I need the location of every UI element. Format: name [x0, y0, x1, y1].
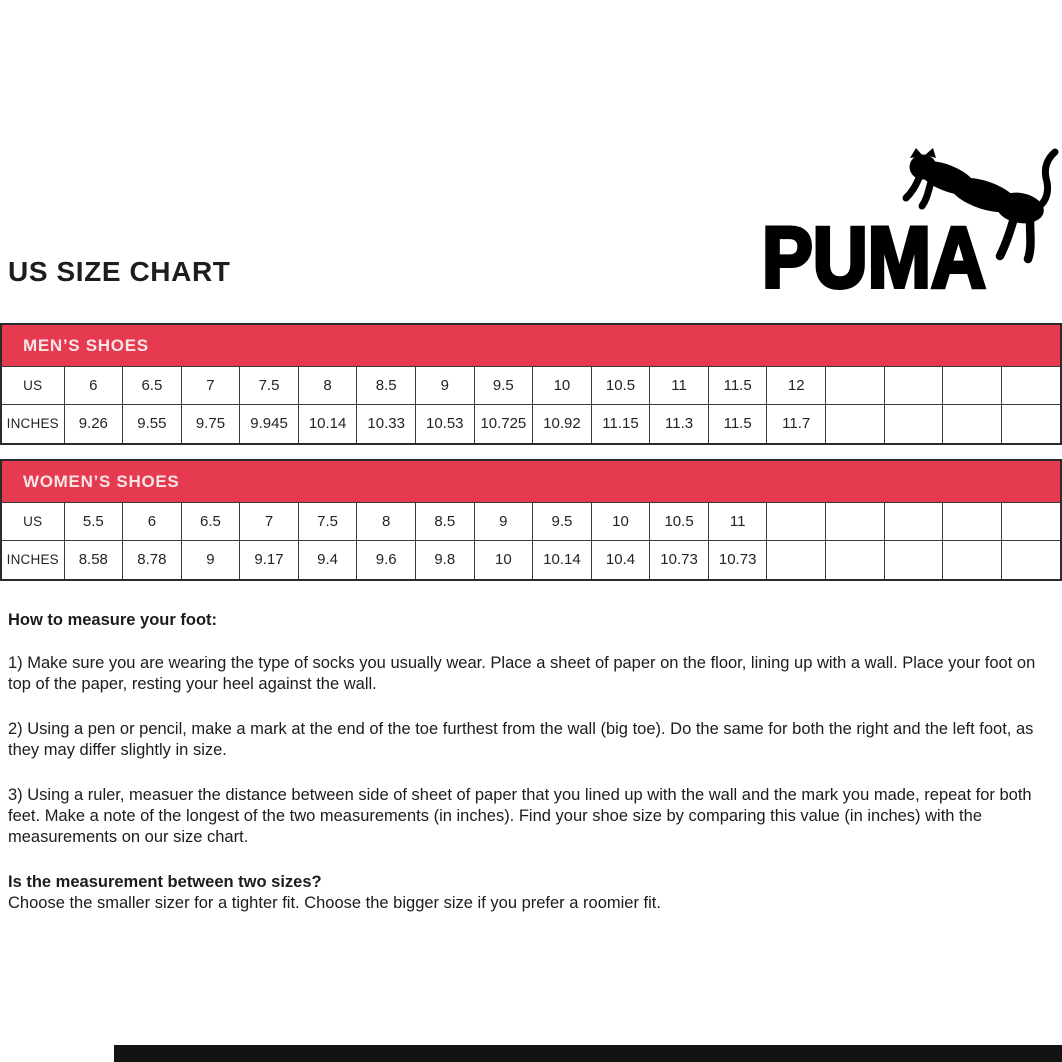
mens-table-header	[2, 325, 1060, 366]
size-cell: 9.6	[357, 541, 416, 579]
size-cell: 7	[240, 503, 299, 541]
size-cell: 6.5	[181, 503, 240, 541]
empty-cell	[884, 503, 943, 541]
size-cell: 9.17	[240, 541, 299, 579]
size-cell: 11.5	[708, 405, 767, 443]
mens-table-grid	[2, 366, 1060, 443]
size-cell: 9.8	[415, 541, 474, 579]
size-cell: 10.53	[415, 405, 474, 443]
size-cell: 9.5	[474, 367, 533, 405]
size-cell: 10.73	[650, 541, 709, 579]
size-cell: 9.4	[298, 541, 357, 579]
size-cell: 10.92	[533, 405, 592, 443]
size-cell: 8.58	[64, 541, 123, 579]
size-cell: 11.15	[591, 405, 650, 443]
empty-cell	[826, 405, 885, 443]
size-cell: 9.5	[533, 503, 592, 541]
size-row-inches	[2, 541, 1060, 579]
size-cell: 12	[767, 367, 826, 405]
size-cell: 7.5	[240, 367, 299, 405]
size-cell: 10.33	[357, 405, 416, 443]
row-label: US	[2, 367, 64, 405]
puma-logo	[760, 146, 1062, 302]
empty-cell	[884, 541, 943, 579]
size-cell: 5.5	[64, 503, 123, 541]
empty-cell	[943, 503, 1002, 541]
size-cell: 11.3	[650, 405, 709, 443]
size-cell: 10.5	[591, 367, 650, 405]
empty-cell	[943, 541, 1002, 579]
size-cell: 11	[650, 367, 709, 405]
size-row-inches	[2, 405, 1060, 443]
size-cell: 6	[123, 503, 182, 541]
size-row-us	[2, 503, 1060, 541]
size-cell: 10	[591, 503, 650, 541]
size-cell: 9.75	[181, 405, 240, 443]
size-cell: 6.5	[123, 367, 182, 405]
empty-cell	[826, 367, 885, 405]
between-sizes-answer: Choose the smaller sizer for a tighter fit. Choose the bigger size if you prefer a roomier fit.	[8, 894, 661, 912]
size-cell: 10.725	[474, 405, 533, 443]
empty-cell	[1001, 405, 1060, 443]
howto-step-1: 1) Make sure you are wearing the type of socks you usually wear. Place a sheet of paper on the floor, lining up with a wall. Place your foot on top of the paper, resting your heel against the wall.	[8, 654, 1036, 693]
howto-heading: How to measure your foot:	[8, 611, 218, 629]
empty-cell	[1001, 367, 1060, 405]
puma-wordmark: PUMA	[762, 210, 986, 302]
size-cell: 9.945	[240, 405, 299, 443]
page-title: US SIZE CHART	[8, 256, 231, 287]
empty-cell	[826, 503, 885, 541]
size-cell: 8	[357, 503, 416, 541]
womens-size-table	[0, 459, 1062, 581]
size-cell: 11.5	[708, 367, 767, 405]
size-cell: 10.4	[591, 541, 650, 579]
size-cell: 11.7	[767, 405, 826, 443]
size-cell: 9	[415, 367, 474, 405]
size-cell: 8.5	[415, 503, 474, 541]
mens-table-title: MEN’S SHOES	[23, 335, 149, 355]
size-cell: 8	[298, 367, 357, 405]
empty-cell	[767, 541, 826, 579]
size-row-us	[2, 367, 1060, 405]
empty-cell	[826, 541, 885, 579]
row-label: US	[2, 503, 64, 541]
size-cell: 8.78	[123, 541, 182, 579]
size-cell: 11	[708, 503, 767, 541]
empty-cell	[1001, 541, 1060, 579]
howto-step-3: 3) Using a ruler, measuer the distance between side of sheet of paper that you lined up with the wall and the mark you made, repeat for both feet. Make a note of the longest of the two measurements (in inches). Find your shoe size by comparing this value (in inches) with the measurements on our size chart.	[8, 786, 1032, 846]
empty-cell	[943, 405, 1002, 443]
size-cell: 9	[181, 541, 240, 579]
empty-cell	[884, 405, 943, 443]
measurement-instructions	[8, 610, 1058, 914]
size-cell: 7.5	[298, 503, 357, 541]
bottom-black-strip	[114, 1045, 1062, 1062]
size-cell: 10	[474, 541, 533, 579]
howto-step-2: 2) Using a pen or pencil, make a mark at the end of the toe furthest from the wall (big toe). Do the same for both the right and the left foot, as they may differ slightly in size.	[8, 720, 1034, 759]
size-cell: 9.26	[64, 405, 123, 443]
size-cell: 10.73	[708, 541, 767, 579]
size-cell: 10	[533, 367, 592, 405]
womens-table-header	[2, 461, 1060, 502]
size-cell: 8.5	[357, 367, 416, 405]
empty-cell	[943, 367, 1002, 405]
size-cell: 9	[474, 503, 533, 541]
between-sizes-heading: Is the measurement between two sizes?	[8, 873, 322, 891]
size-cell: 9.55	[123, 405, 182, 443]
row-label: INCHES	[2, 541, 64, 579]
empty-cell	[884, 367, 943, 405]
row-label: INCHES	[2, 405, 64, 443]
size-cell: 10.14	[298, 405, 357, 443]
size-cell: 6	[64, 367, 123, 405]
empty-cell	[1001, 503, 1060, 541]
empty-cell	[767, 503, 826, 541]
size-cell: 7	[181, 367, 240, 405]
size-cell: 10.14	[533, 541, 592, 579]
size-cell: 10.5	[650, 503, 709, 541]
mens-size-table	[0, 323, 1062, 445]
womens-table-grid	[2, 502, 1060, 579]
womens-table-title: WOMEN’S SHOES	[23, 471, 180, 491]
